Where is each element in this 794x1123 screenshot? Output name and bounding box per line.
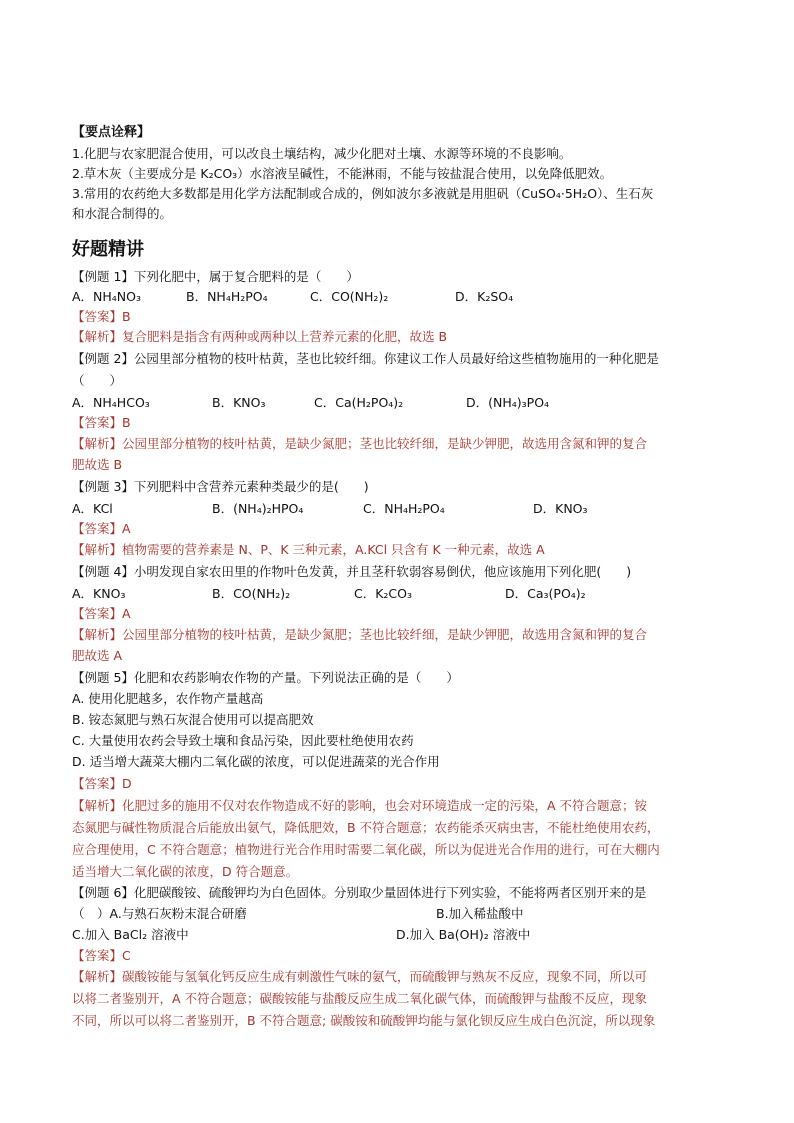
example-2-analysis: 【解析】公园里部分植物的枝叶枯黄，是缺少氮肥；茎也比较纤细，是缺少钾肥，故选用含氮和钾的复合 [72,436,648,451]
example-6-option-d: D.加入 Ba(OH)₂ 溶液中 [396,927,531,942]
example-5-analysis: 应合理使用，C 不符合题意；植物进行光合作用时需要二氧化碳，所以为促进光合作用的进行，可在大棚内 [72,842,660,857]
example-3-answer: 【答案】A [72,521,131,536]
key-point-line: 2.草木灰（主要成分是 K₂CO₃）水溶液呈碱性，不能淋雨，不能与铵盐混合使用，以免降低肥效。 [72,166,613,181]
section-title: 好题精讲 [72,239,144,260]
example-1-option-b: B．NH₄H₂PO₄ [186,289,268,304]
example-1-option-a: A．NH₄NO₃ [72,289,142,304]
example-2-option-b: B．KNO₃ [212,395,266,410]
example-1-option-d: D．K₂SO₄ [455,289,514,304]
example-6-analysis: 不同，所以可以将二者鉴别开，B 不符合题意; 碳酸铵和硫酸钾均能与氯化钡反应生成白色沉淀，所以现象 [72,1013,656,1028]
example-3-option-d: D．KNO₃ [533,501,588,516]
example-6-question: 【例题 6】化肥碳酸铵、硫酸钾均为白色固体。分别取少量固体进行下列实验，不能将两者区别开来的是 [72,885,647,900]
example-1-analysis: 【解析】复合肥料是指含有两种或两种以上营养元素的化肥，故选 B [72,329,448,344]
example-3-option-a: A．KCl [72,501,113,516]
example-5-option-a: A. 使用化肥越多，农作物产量越高 [72,691,264,706]
example-2-option-d: D．(NH₄)₃PO₄ [466,395,550,410]
example-6-answer: 【答案】C [72,948,131,963]
example-5-option-d: D. 适当增大蔬菜大棚内二氧化碳的浓度，可以促进蔬菜的光合作用 [72,754,440,769]
example-4-option-c: C．K₂CO₃ [354,586,413,601]
example-6-analysis: 以将二者鉴别开，A 不符合题意；碳酸铵能与盐酸反应生成二氧化碳气体，而硫酸钾与盐酸不反应，现象 [72,991,648,1006]
key-point-line: 3.常用的农药绝大多数都是用化学方法配制或合成的，例如波尔多液就是用胆矾（CuSO₄·5H₂O）、生石灰 [72,186,654,201]
example-2-question: 【例题 2】公园里部分植物的枝叶枯黄，茎也比较纤细。你建议工作人员最好给这些植物施用的一种化肥是 [72,351,659,366]
example-6-analysis: 【解析】碳酸铵能与氢氧化钙反应生成有刺激性气味的氨气，而硫酸钾与熟灰不反应，现象不同，所以可 [72,969,648,984]
example-6-option-a: （ ）A.与熟石灰粉末混合研磨 [72,906,247,921]
example-1-option-c: C．CO(NH₂)₂ [310,289,389,304]
example-3-option-b: B．(NH₄)₂HPO₄ [212,501,304,516]
example-4-analysis: 肥故选 A [72,648,123,663]
example-5-option-c: C. 大量使用农药会导致土壤和食品污染，因此要杜绝使用农药 [72,733,414,748]
example-2-analysis: 肥故选 B [72,457,123,472]
example-5-analysis: 态氮肥与碱性物质混合后能放出氨气，降低肥效，B 不符合题意；农药能杀灭病虫害，不能杜绝使用农药， [72,820,660,835]
example-4-option-d: D．Ca₃(PO₄)₂ [505,586,586,601]
example-4-analysis: 【解析】公园里部分植物的枝叶枯黄，是缺少氮肥；茎也比较纤细，是缺少钾肥，故选用含氮和钾的复合 [72,627,648,642]
example-5-option-b: B. 铵态氮肥与熟石灰混合使用可以提高肥效 [72,712,314,727]
example-2-question-blank: （ ） [72,373,123,388]
example-5-analysis: 【解析】化肥过多的施用不仅对农作物造成不好的影响，也会对环境造成一定的污染，A 不符合题意；铵 [72,798,648,813]
example-4-question: 【例题 4】小明发现自家农田里的作物叶色发黄，并且茎秆软弱容易倒伏，他应该施用下列化肥( ) [72,564,632,579]
example-4-answer: 【答案】A [72,606,131,621]
example-6-option-b: B.加入稀盐酸中 [436,906,524,921]
key-point-line: 1.化肥与农家肥混合使用，可以改良土壤结构，减少化肥对土壤、水源等环境的不良影响。 [72,146,572,161]
example-2-answer: 【答案】B [72,415,131,430]
example-1-answer: 【答案】B [72,309,131,324]
key-point-line: 和水混合制得的。 [72,206,173,221]
example-4-option-a: A．KNO₃ [72,586,126,601]
example-4-option-b: B．CO(NH₂)₂ [212,586,291,601]
example-2-option-a: A．NH₄HCO₃ [72,395,150,410]
example-3-analysis: 【解析】植物需要的营养素是 N、P、K 三种元素，A.KCl 只含有 K 一种元素，故选 A [72,542,545,557]
example-2-option-c: C．Ca(H₂PO₄)₂ [314,395,404,410]
example-5-question: 【例题 5】化肥和农药影响农作物的产量。下列说法正确的是（ ） [72,670,459,685]
key-points-heading: 【要点诠释】 [72,125,151,140]
example-6-option-c: C.加入 BaCl₂ 溶液中 [72,927,189,942]
example-3-option-c: C．NH₄H₂PO₄ [363,501,445,516]
example-5-answer: 【答案】D [72,776,132,791]
example-5-analysis: 适当增大二氧化碳的浓度，D 符合题意。 [72,864,299,879]
example-3-question: 【例题 3】下列肥料中含营养元素种类最少的是( ) [72,479,369,494]
example-1-question: 【例题 1】下列化肥中，属于复合肥料的是（ ） [72,269,359,284]
